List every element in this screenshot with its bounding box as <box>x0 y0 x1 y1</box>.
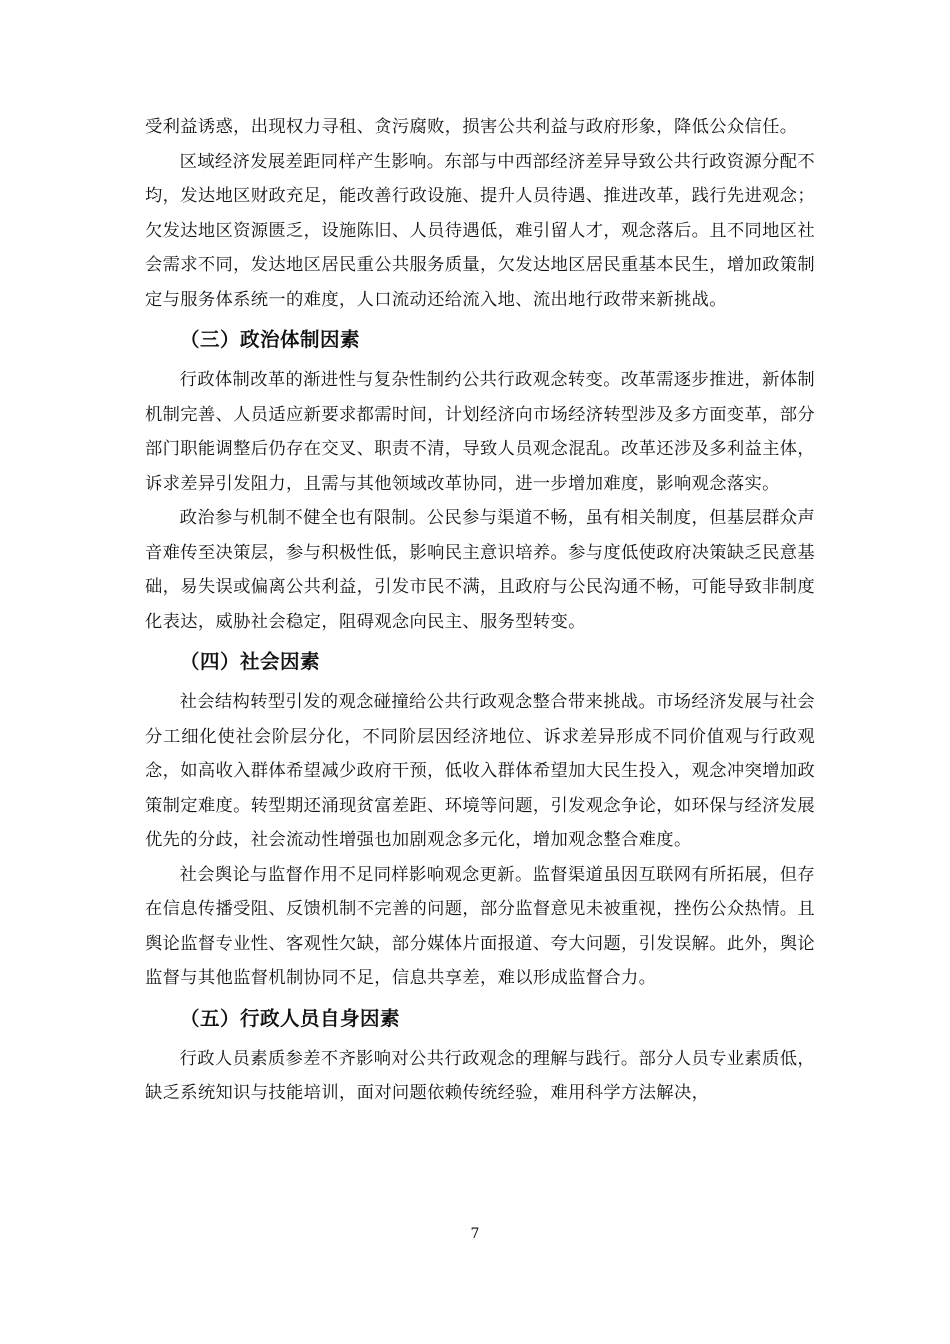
section-heading-staff-factors: （五）行政人员自身因素 <box>180 1006 401 1030</box>
section-heading-political-system: （三）政治体制因素 <box>180 328 361 351</box>
document-body <box>145 110 815 1111</box>
paragraph-reform-gradualness: 行政体制改革的渐进性与复杂性制约公共行政观念转变。改革需逐步推进，新体制机制完善、人员适应新要求都需时间，计划经济向市场经济转型涉及多方面变革，部分部门职能调整后仍存在交叉、职责不清，导致人员观念混乱。改革还涉及多利益主体，诉求差异引发阻力，且需与其他领域改革协同，进一步增加难度，影响观念落实。 <box>145 370 815 494</box>
page-number: 7 <box>470 1226 480 1242</box>
paragraph-staff-quality: 行政人员素质参差不齐影响对公共行政观念的理解与践行。部分人员专业素质低，缺乏系统知识与技能培训，面对问题依赖传统经验，难用科学方法解决， <box>145 1048 815 1103</box>
paragraph-continuation: 受利益诱惑，出现权力寻租、贪污腐败，损害公共利益与政府形象，降低公众信任。 <box>145 117 798 137</box>
section-heading-social-factors: （四）社会因素 <box>180 650 321 673</box>
paragraph-public-opinion: 社会舆论与监督作用不足同样影响观念更新。监督渠道虽因互联网有所拓展，但存在信息传播受阻、反馈机制不完善的问题，部分监督意见未被重视，挫伤公众热情。且舆论监督专业性、客观性欠缺，部分媒体片面报道、夸大问题，引发误解。此外，舆论监督与其他监督机制协同不足，信息共享差，难以形成监督合力。 <box>145 864 815 988</box>
paragraph-social-structure: 社会结构转型引发的观念碰撞给公共行政观念整合带来挑战。市场经济发展与社会分工细化使社会阶层分化，不同阶层因经济地位、诉求差异形成不同价值观与行政观念，如高收入群体希望减少政府干预，低收入群体希望加大民生投入，观念冲突增加政策制定难度。转型期还涌现贫富差距、环境等问题，引发观念争论，如环保与经济发展优先的分歧，社会流动性增强也加剧观念多元化，增加观念整合难度。 <box>145 692 815 850</box>
paragraph-regional-economy: 区域经济发展差距同样产生影响。东部与中西部经济差异导致公共行政资源分配不均，发达地区财政充足，能改善行政设施、提升人员待遇、推进改革，践行先进观念；欠发达地区资源匮乏，设施陈旧、人员待遇低，难引留人才，观念落后。且不同地区社会需求不同，发达地区居民重公共服务质量，欠发达地区居民重基本民生，增加政策制定与服务体系统一的难度，人口流动还给流入地、流出地行政带来新挑战。 <box>145 151 815 310</box>
paragraph-political-participation: 政治参与机制不健全也有限制。公民参与渠道不畅，虽有相关制度，但基层群众声音难传至决策层，参与积极性低，影响民主意识培养。参与度低使政府决策缺乏民意基础，易失误或偏离公共利益，引发市民不满，且政府与公民沟通不畅，可能导致非制度化表达，威胁社会稳定，阻碍观念向民主、服务型转变。 <box>145 508 815 632</box>
